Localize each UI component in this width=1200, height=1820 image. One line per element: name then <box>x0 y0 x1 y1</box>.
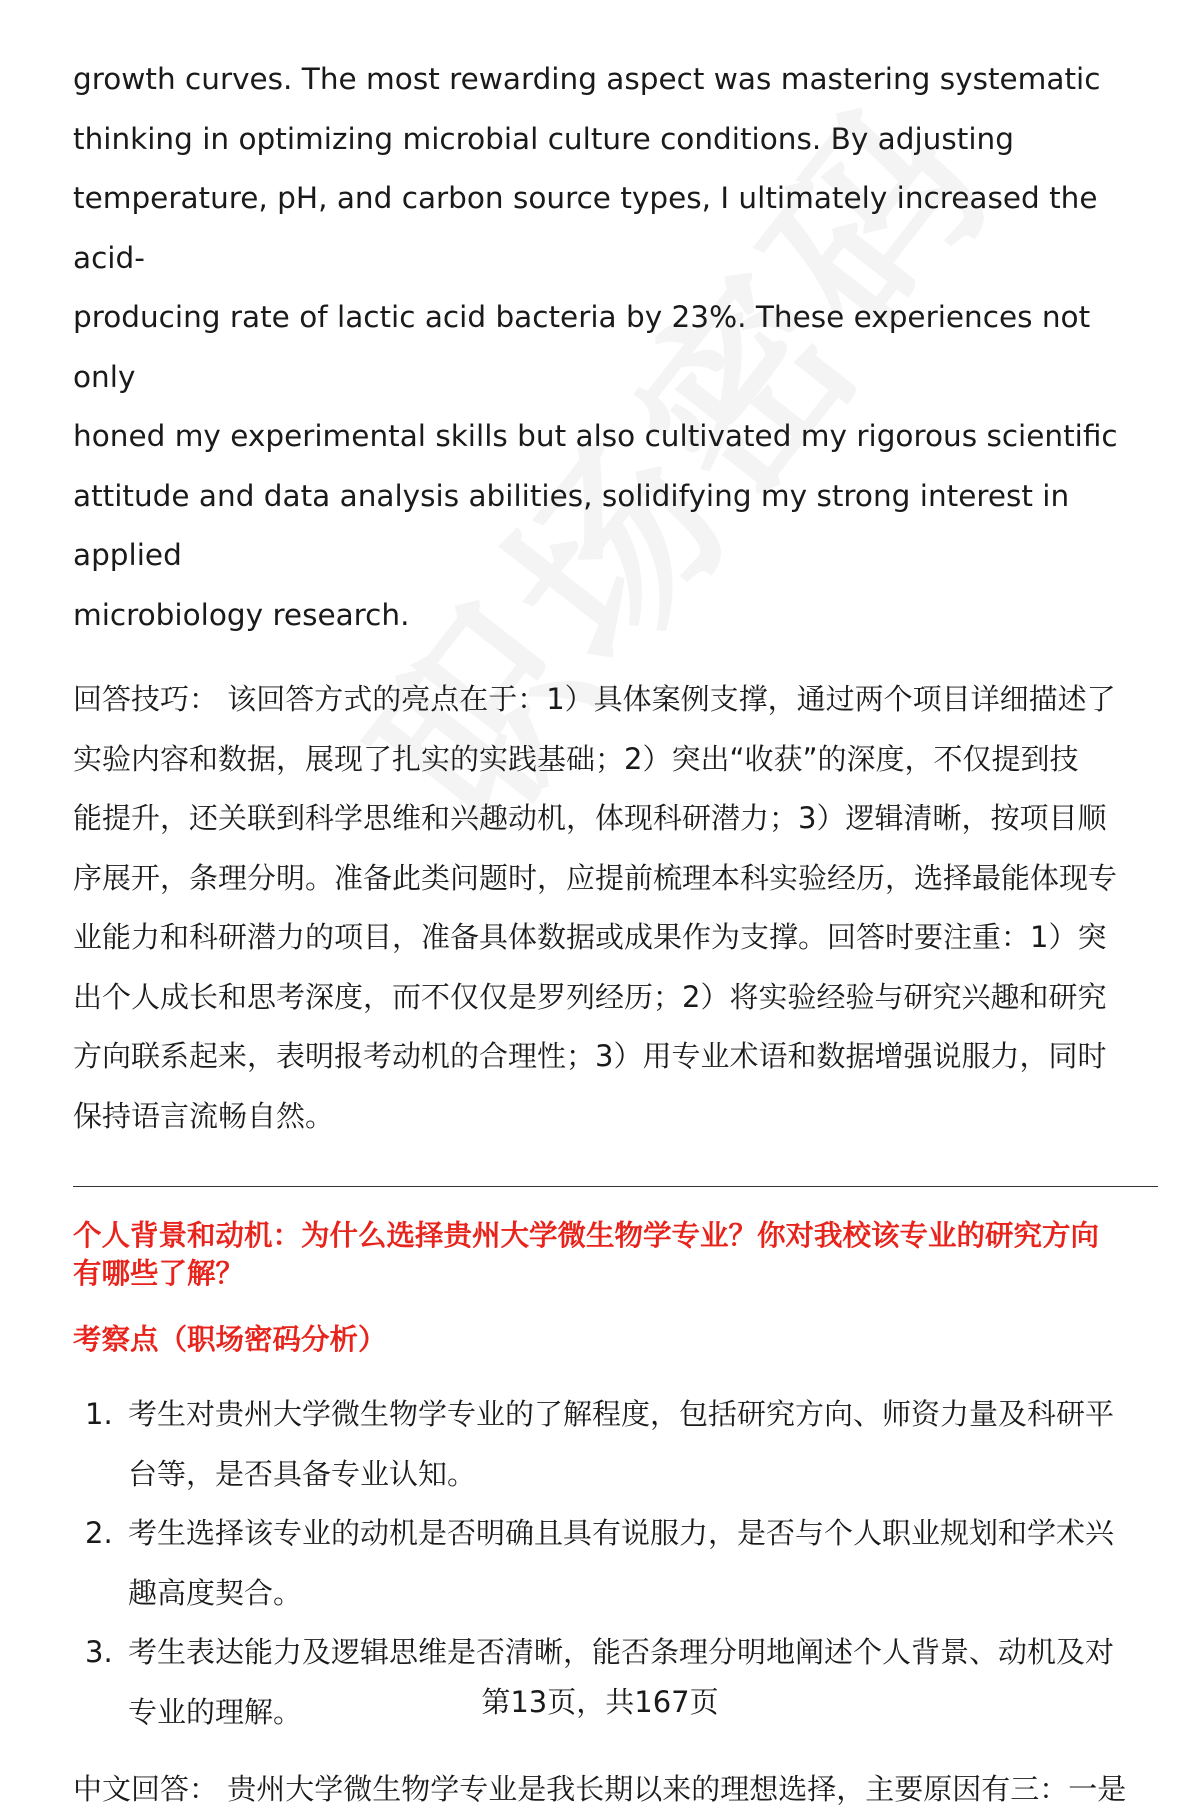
page-number: 第13页，共167页 <box>481 1685 719 1719</box>
section-divider <box>73 1186 1158 1187</box>
chinese-answer: 中文回答： 贵州大学微生物学专业是我长期以来的理想选择，主要原因有三：一是 <box>73 1772 1127 1806</box>
text-line: 考生选择该专业的动机是否明确且具有说服力，是否与个人职业规划和学术兴 <box>128 1516 1115 1550</box>
list-item <box>73 1504 1158 1623</box>
text-line: 出个人成长和思考深度，而不仅仅是罗列经历；2）将实验经验与研究兴趣和研究 <box>73 979 1107 1014</box>
answer-tips <box>73 670 1158 1146</box>
text-line: 有哪些了解？ <box>73 1257 245 1290</box>
list-number: 2. <box>85 1516 113 1550</box>
question-heading <box>73 1217 1158 1293</box>
text-line: 台等，是否具备专业认知。 <box>128 1456 477 1491</box>
text-line: 序展开，条理分明。准备此类问题时，应提前梳理本科实验经历，选择最能体现专 <box>73 860 1118 895</box>
section-heading: 考察点（职场密码分析） <box>73 1323 387 1356</box>
text-line: honed my experimental skills but also cultivated my rigorous scientific <box>73 419 1118 453</box>
text-line: 业能力和科研潜力的项目，准备具体数据或成果作为支撑。回答时要注重：1）突 <box>73 920 1107 954</box>
list-number: 3. <box>85 1635 113 1669</box>
text-line: 考生对贵州大学微生物学专业的了解程度，包括研究方向、师资力量及科研平 <box>128 1397 1115 1431</box>
text-line: microbiology research. <box>73 597 410 632</box>
text-line: 方向联系起来，表明报考动机的合理性；3）用专业术语和数据增强说服力，同时 <box>73 1039 1107 1073</box>
list-number: 1. <box>85 1397 113 1431</box>
text-line: 实验内容和数据，展现了扎实的实践基础；2）突出“收获”的深度，不仅提到技 <box>73 741 1079 776</box>
document-body <box>73 50 1158 1820</box>
text-line: 趣高度契合。 <box>128 1575 303 1610</box>
text-line: producing rate of lactic acid bacteria by 23%. These experiences not only <box>73 300 1091 394</box>
intro-paragraph <box>73 50 1158 645</box>
text-line: 专业的理解。 <box>128 1694 303 1729</box>
text-line: 考生表达能力及逻辑思维是否清晰，能否条理分明地阐述个人背景、动机及对 <box>128 1635 1115 1669</box>
text-line: 个人背景和动机：为什么选择贵州大学微生物学专业？你对我校该专业的研究方向 <box>73 1219 1100 1252</box>
text-line: 能提升，还关联到科学思维和兴趣动机，体现科研潜力；3）逻辑清晰，按项目顺 <box>73 801 1107 835</box>
text-line: temperature, pH, and carbon source types, I ultimately increased the acid- <box>73 181 1098 275</box>
text-line: thinking in optimizing microbial culture conditions. By adjusting <box>73 121 1014 156</box>
text-line: 回答技巧： 该回答方式的亮点在于：1）具体案例支撑，通过两个项目详细描述了 <box>73 682 1116 716</box>
text-line: 保持语言流畅自然。 <box>73 1098 335 1133</box>
list-item <box>73 1385 1158 1504</box>
text-line: attitude and data analysis abilities, solidifying my strong interest in applied <box>73 478 1070 572</box>
text-line: growth curves. The most rewarding aspect was mastering systematic <box>73 62 1101 96</box>
